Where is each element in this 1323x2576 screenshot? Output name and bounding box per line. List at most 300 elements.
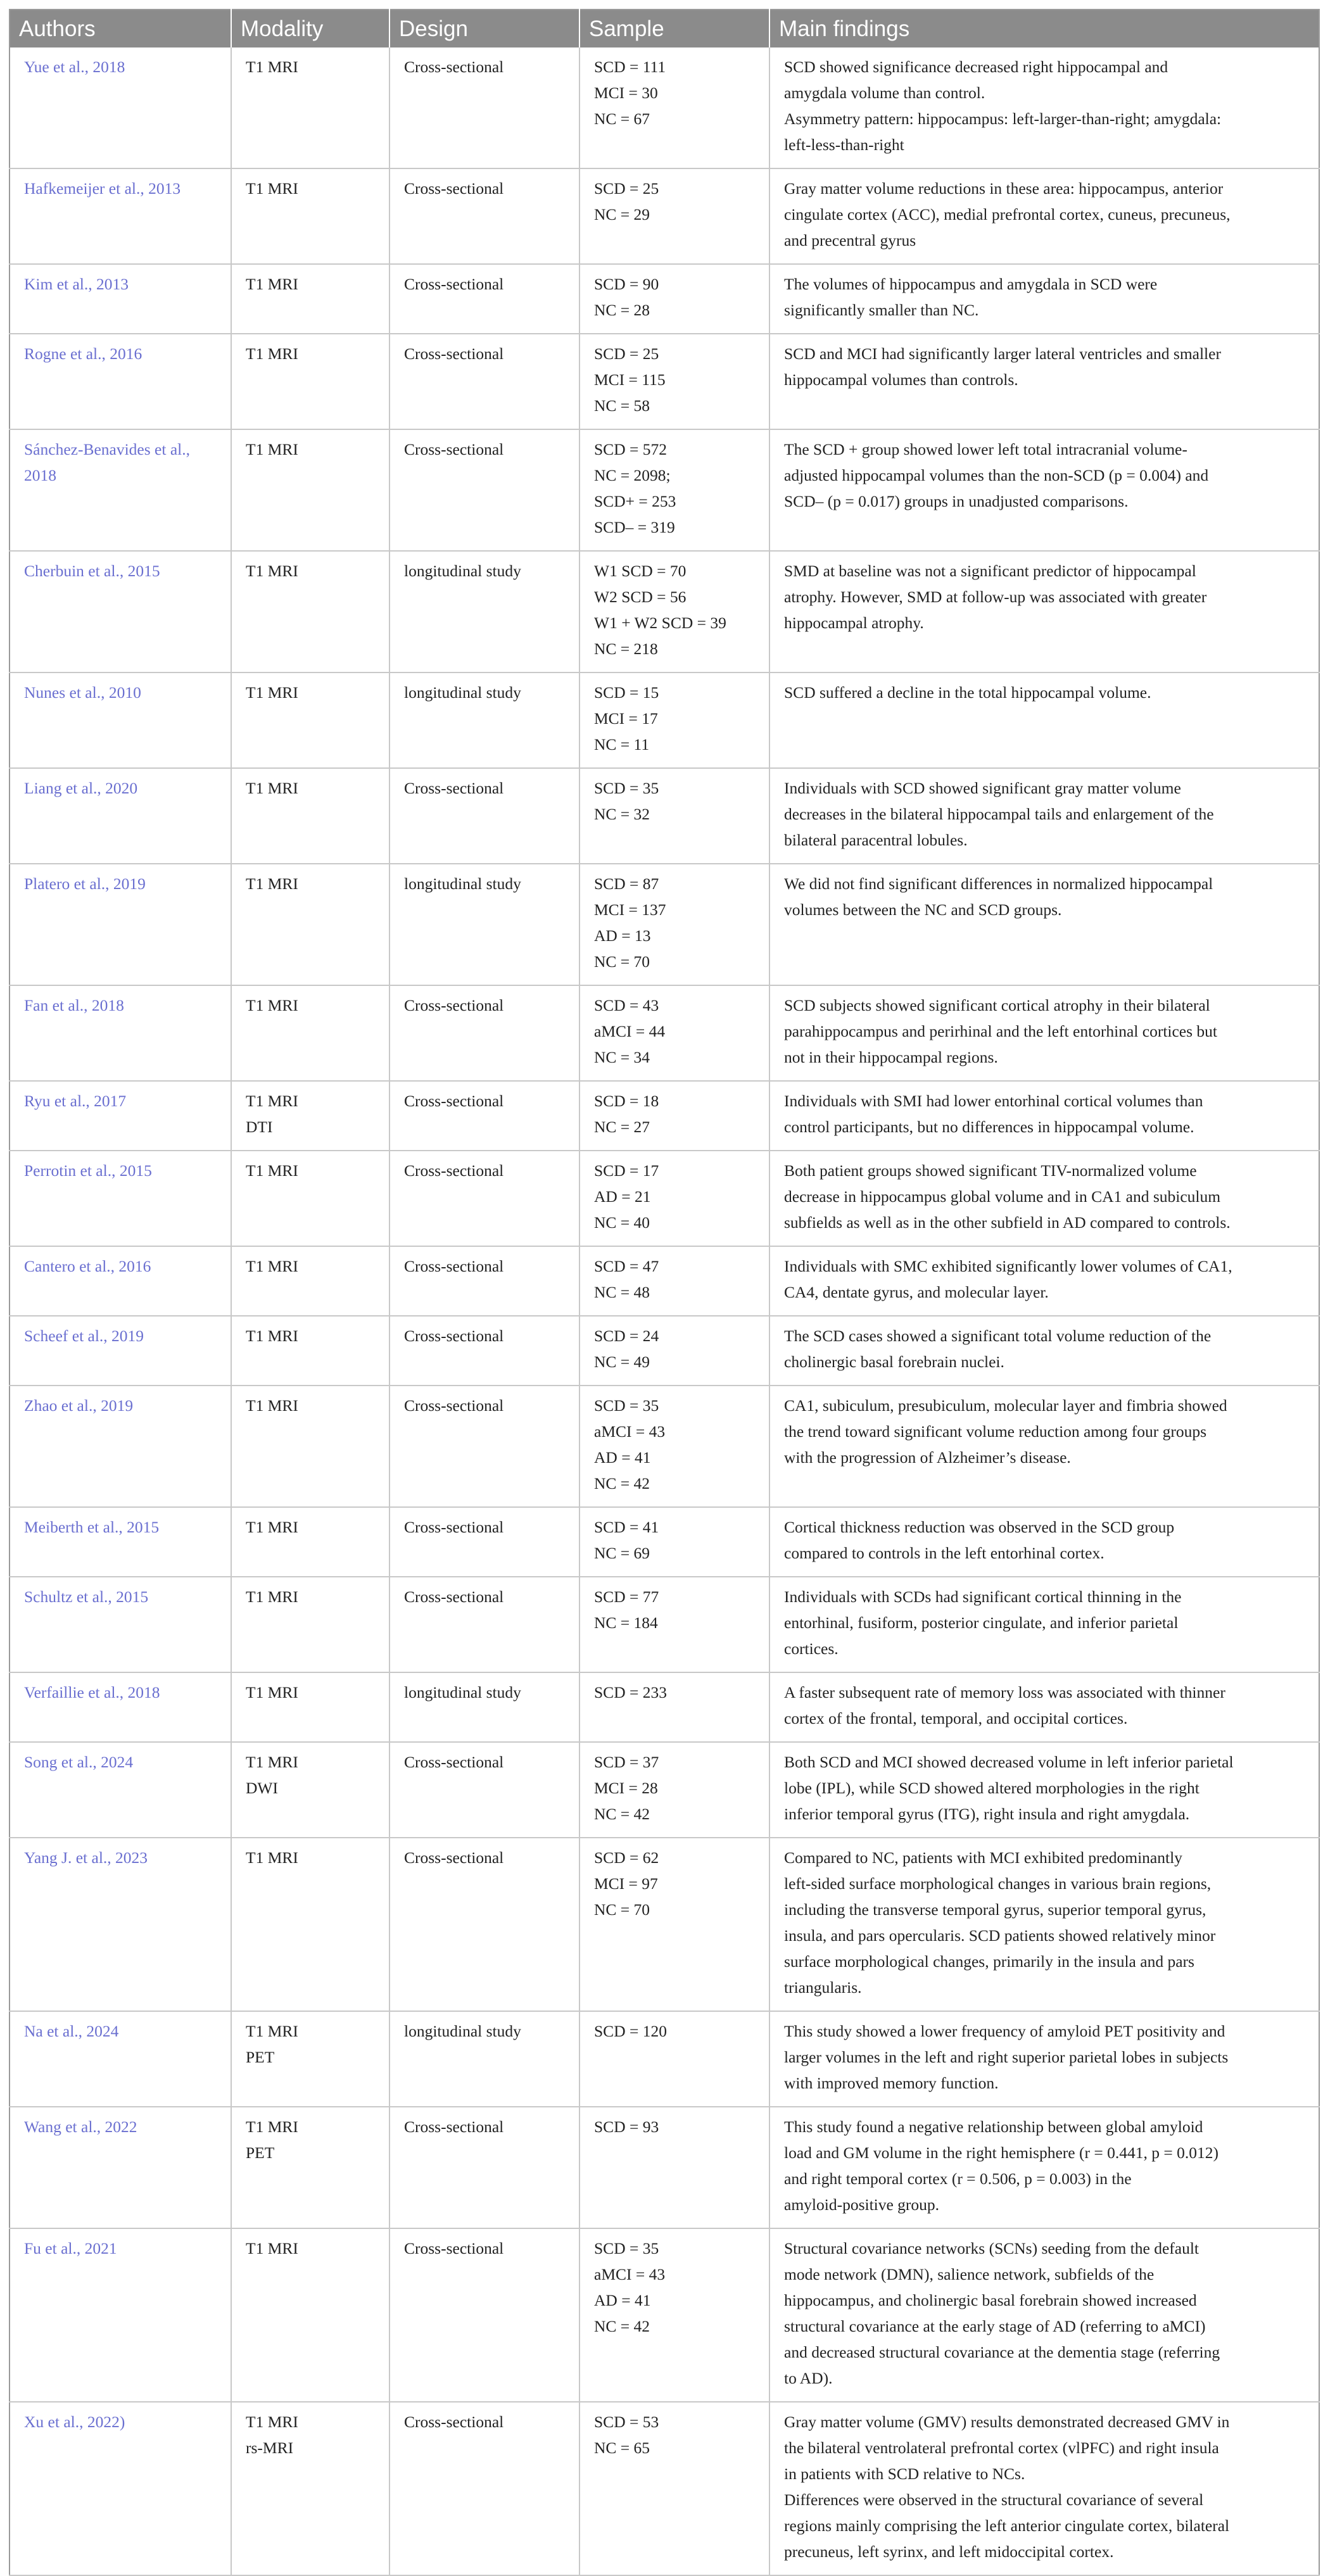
header-main-findings: Main findings bbox=[769, 9, 1319, 47]
modality-cell bbox=[231, 2107, 389, 2228]
findings-line: compared to controls in the left entorhinal cortex. bbox=[784, 1544, 1105, 1562]
findings-line: structural covariance at the early stage of AD (referring to aMCI) bbox=[784, 2317, 1206, 2335]
author-link[interactable]: Schultz et al., 2015 bbox=[9, 1577, 231, 1672]
table-row bbox=[9, 1742, 1319, 1838]
findings-line: Structural covariance networks (SCNs) seeding from the default bbox=[784, 2239, 1200, 2257]
findings-cell bbox=[769, 429, 1319, 551]
findings-line: left-sided surface morphological changes in various brain regions, bbox=[784, 1874, 1212, 1893]
table-row bbox=[9, 2107, 1319, 2228]
modality-line: T1 MRI bbox=[246, 874, 298, 893]
findings-line: amygdala volume than control. bbox=[784, 84, 985, 102]
modality-line: T1 MRI bbox=[246, 779, 298, 797]
findings-line: hippocampal atrophy. bbox=[784, 614, 924, 632]
findings-line: lobe (IPL), while SCD showed altered morphologies in the right bbox=[784, 1779, 1200, 1797]
findings-line: CA4, dentate gyrus, and molecular layer. bbox=[784, 1283, 1049, 1301]
sample-line: SCD = 77 bbox=[594, 1588, 659, 1606]
sample-line: SCD = 25 bbox=[594, 179, 659, 198]
findings-line: adjusted hippocampal volumes than the non-SCD (p = 0.004) and bbox=[784, 466, 1209, 484]
table-row bbox=[9, 1081, 1319, 1151]
author-link[interactable]: Yue et al., 2018 bbox=[9, 47, 231, 168]
modality-cell bbox=[231, 1742, 389, 1838]
modality-line: T1 MRI bbox=[246, 179, 298, 198]
design-cell: Cross-sectional bbox=[389, 1386, 579, 1507]
sample-line: AD = 41 bbox=[594, 1448, 651, 1467]
design-cell: Cross-sectional bbox=[389, 1151, 579, 1246]
findings-line: atrophy. However, SMD at follow-up was associated with greater bbox=[784, 588, 1207, 606]
header-sample: Sample bbox=[579, 9, 769, 47]
modality-cell bbox=[231, 1838, 389, 2011]
findings-line: Cortical thickness reduction was observed in the SCD group bbox=[784, 1518, 1175, 1536]
modality-cell bbox=[231, 1246, 389, 1316]
sample-line: SCD = 25 bbox=[594, 344, 659, 363]
author-link[interactable]: Scheef et al., 2019 bbox=[9, 1316, 231, 1386]
sample-line: SCD = 47 bbox=[594, 1257, 659, 1275]
sample-line: NC = 42 bbox=[594, 1474, 650, 1493]
findings-cell bbox=[769, 1246, 1319, 1316]
sample-line: NC = 70 bbox=[594, 1900, 650, 1919]
author-link[interactable]: Platero et al., 2019 bbox=[9, 864, 231, 985]
sample-cell bbox=[579, 1838, 769, 2011]
findings-line: and decreased structural covariance at the dementia stage (referring bbox=[784, 2343, 1220, 2361]
table-row bbox=[9, 334, 1319, 429]
modality-line: PET bbox=[246, 2048, 275, 2066]
modality-line: DWI bbox=[246, 1779, 278, 1797]
modality-line: T1 MRI bbox=[246, 1161, 298, 1180]
sample-cell bbox=[579, 1246, 769, 1316]
sample-line: MCI = 17 bbox=[594, 709, 658, 728]
findings-cell bbox=[769, 768, 1319, 864]
design-cell: Cross-sectional bbox=[389, 1577, 579, 1672]
findings-line: the trend toward significant volume reduction among four groups bbox=[784, 1422, 1207, 1441]
sample-line: SCD = 41 bbox=[594, 1518, 659, 1536]
findings-cell bbox=[769, 1316, 1319, 1386]
modality-line: T1 MRI bbox=[246, 1588, 298, 1606]
modality-cell bbox=[231, 1151, 389, 1246]
findings-line: SCD showed significance decreased right hippocampal and bbox=[784, 58, 1168, 76]
design-cell: Cross-sectional bbox=[389, 985, 579, 1081]
sample-cell bbox=[579, 1742, 769, 1838]
sample-cell bbox=[579, 2107, 769, 2228]
findings-cell bbox=[769, 1081, 1319, 1151]
findings-line: inferior temporal gyrus (ITG), right insula and right amygdala. bbox=[784, 1805, 1190, 1823]
sample-line: aMCI = 43 bbox=[594, 2265, 666, 2283]
table-row bbox=[9, 672, 1319, 768]
design-cell: longitudinal study bbox=[389, 2011, 579, 2107]
modality-cell bbox=[231, 1507, 389, 1577]
sample-cell bbox=[579, 2402, 769, 2575]
sample-line: SCD = 35 bbox=[594, 2239, 659, 2257]
author-link[interactable]: Cantero et al., 2016 bbox=[9, 1246, 231, 1316]
sample-line: MCI = 137 bbox=[594, 900, 666, 919]
table-row bbox=[9, 2228, 1319, 2402]
findings-line: not in their hippocampal regions. bbox=[784, 1048, 998, 1066]
modality-cell bbox=[231, 1316, 389, 1386]
sample-line: NC = 34 bbox=[594, 1048, 650, 1066]
findings-line: mode network (DMN), salience network, subfields of the bbox=[784, 2265, 1155, 2283]
design-cell: Cross-sectional bbox=[389, 2228, 579, 2402]
findings-line: SCD and MCI had significantly larger lateral ventricles and smaller bbox=[784, 344, 1221, 363]
table-row bbox=[9, 2402, 1319, 2575]
sample-line: SCD = 24 bbox=[594, 1327, 659, 1345]
findings-line: Differences were observed in the structural covariance of several bbox=[784, 2491, 1204, 2509]
author-link[interactable]: Wang et al., 2022 bbox=[9, 2107, 231, 2228]
findings-line: cholinergic basal forebrain nuclei. bbox=[784, 1353, 1004, 1371]
table-row bbox=[9, 1151, 1319, 1246]
design-cell: Cross-sectional bbox=[389, 1316, 579, 1386]
findings-line: volumes between the NC and SCD groups. bbox=[784, 900, 1062, 919]
sample-line: SCD = 15 bbox=[594, 683, 659, 702]
sample-cell bbox=[579, 168, 769, 264]
table-row bbox=[9, 168, 1319, 264]
sample-cell bbox=[579, 47, 769, 168]
modality-line: T1 MRI bbox=[246, 1257, 298, 1275]
table-body bbox=[9, 47, 1319, 2575]
findings-cell bbox=[769, 985, 1319, 1081]
modality-cell bbox=[231, 672, 389, 768]
sample-cell bbox=[579, 672, 769, 768]
findings-line: Both patient groups showed significant TIV-normalized volume bbox=[784, 1161, 1197, 1180]
findings-cell bbox=[769, 334, 1319, 429]
sample-line: aMCI = 43 bbox=[594, 1422, 666, 1441]
findings-line: to AD). bbox=[784, 2369, 833, 2387]
findings-line: with improved memory function. bbox=[784, 2074, 999, 2092]
findings-cell bbox=[769, 551, 1319, 672]
modality-cell bbox=[231, 2402, 389, 2575]
findings-line: regions mainly comprising the left anterior cingulate cortex, bilateral bbox=[784, 2516, 1230, 2535]
sample-line: NC = 58 bbox=[594, 396, 650, 415]
sample-line: AD = 13 bbox=[594, 926, 651, 945]
findings-line: surface morphological changes, primarily in the insula and pars bbox=[784, 1952, 1194, 1971]
modality-line: T1 MRI bbox=[246, 1396, 298, 1415]
author-link[interactable]: Yang J. et al., 2023 bbox=[9, 1838, 231, 2011]
findings-line: We did not find significant differences in normalized hippocampal bbox=[784, 874, 1213, 893]
findings-line: Gray matter volume reductions in these area: hippocampus, anterior bbox=[784, 179, 1224, 198]
findings-cell bbox=[769, 1507, 1319, 1577]
author-link[interactable]: Meiberth et al., 2015 bbox=[9, 1507, 231, 1577]
table-row bbox=[9, 264, 1319, 334]
sample-line: NC = 218 bbox=[594, 640, 658, 658]
table-row bbox=[9, 47, 1319, 168]
design-cell: Cross-sectional bbox=[389, 1507, 579, 1577]
sample-line: SCD = 53 bbox=[594, 2413, 659, 2431]
sample-cell bbox=[579, 768, 769, 864]
author-link[interactable]: Kim et al., 2013 bbox=[9, 264, 231, 334]
findings-line: The volumes of hippocampus and amygdala in SCD were bbox=[784, 275, 1158, 293]
design-cell: Cross-sectional bbox=[389, 2402, 579, 2575]
author-link[interactable]: Ryu et al., 2017 bbox=[9, 1081, 231, 1151]
findings-line: Individuals with SMI had lower entorhinal cortical volumes than bbox=[784, 1092, 1203, 1110]
author-link[interactable]: Verfaillie et al., 2018 bbox=[9, 1672, 231, 1742]
findings-line: cortices. bbox=[784, 1639, 839, 1658]
findings-line: SMD at baseline was not a significant predictor of hippocampal bbox=[784, 562, 1196, 580]
author-link[interactable]: Song et al., 2024 bbox=[9, 1742, 231, 1838]
findings-cell bbox=[769, 1672, 1319, 1742]
modality-line: T1 MRI bbox=[246, 683, 298, 702]
findings-line: Compared to NC, patients with MCI exhibited predominantly bbox=[784, 1848, 1182, 1867]
findings-line: Individuals with SCD showed significant gray matter volume bbox=[784, 779, 1181, 797]
table-row bbox=[9, 2011, 1319, 2107]
sample-line: NC = 2098; bbox=[594, 466, 671, 484]
table-row bbox=[9, 864, 1319, 985]
sample-line: SCD = 62 bbox=[594, 1848, 659, 1867]
sample-line: SCD– = 319 bbox=[594, 518, 675, 536]
modality-cell bbox=[231, 264, 389, 334]
modality-cell bbox=[231, 551, 389, 672]
sample-line: SCD = 35 bbox=[594, 1396, 659, 1415]
findings-cell bbox=[769, 2228, 1319, 2402]
author-link[interactable]: Liang et al., 2020 bbox=[9, 768, 231, 864]
author-link[interactable]: Perrotin et al., 2015 bbox=[9, 1151, 231, 1246]
sample-line: NC = 49 bbox=[594, 1353, 650, 1371]
findings-line: the bilateral ventrolateral prefrontal cortex (vlPFC) and right insula bbox=[784, 2439, 1219, 2457]
author-link[interactable]: Na et al., 2024 bbox=[9, 2011, 231, 2107]
sample-line: W2 SCD = 56 bbox=[594, 588, 687, 606]
sample-line: NC = 11 bbox=[594, 735, 650, 754]
findings-line: parahippocampus and perirhinal and the left entorhinal cortices but bbox=[784, 1022, 1218, 1040]
findings-line: SCD suffered a decline in the total hippocampal volume. bbox=[784, 683, 1151, 702]
design-cell: Cross-sectional bbox=[389, 768, 579, 864]
sample-line: SCD = 37 bbox=[594, 1753, 659, 1771]
table-row bbox=[9, 1577, 1319, 1672]
design-cell: Cross-sectional bbox=[389, 1742, 579, 1838]
sample-line: NC = 65 bbox=[594, 2439, 650, 2457]
findings-cell bbox=[769, 168, 1319, 264]
design-cell: Cross-sectional bbox=[389, 1081, 579, 1151]
table-row bbox=[9, 985, 1319, 1081]
sample-cell bbox=[579, 2011, 769, 2107]
sample-line: NC = 40 bbox=[594, 1213, 650, 1232]
sample-line: SCD = 233 bbox=[594, 1683, 667, 1702]
design-cell: Cross-sectional bbox=[389, 429, 579, 551]
sample-line: W1 SCD = 70 bbox=[594, 562, 687, 580]
design-cell: longitudinal study bbox=[389, 864, 579, 985]
findings-line: precuneus, left syrinx, and left midoccipital cortex. bbox=[784, 2542, 1114, 2561]
sample-line: SCD = 572 bbox=[594, 440, 667, 458]
findings-line: in patients with SCD relative to NCs. bbox=[784, 2465, 1025, 2483]
findings-cell bbox=[769, 1838, 1319, 2011]
modality-line: T1 MRI bbox=[246, 2118, 298, 2136]
findings-line: Individuals with SCDs had significant cortical thinning in the bbox=[784, 1588, 1182, 1606]
modality-line: PET bbox=[246, 2144, 275, 2162]
design-cell: Cross-sectional bbox=[389, 2107, 579, 2228]
findings-line: This study showed a lower frequency of amyloid PET positivity and bbox=[784, 2022, 1225, 2040]
sample-cell bbox=[579, 429, 769, 551]
table-row bbox=[9, 1386, 1319, 1507]
author-link[interactable]: Xu et al., 2022) bbox=[9, 2402, 231, 2575]
design-cell: Cross-sectional bbox=[389, 1838, 579, 2011]
findings-line: significantly smaller than NC. bbox=[784, 301, 979, 319]
sample-cell bbox=[579, 2228, 769, 2402]
author-link[interactable]: Nunes et al., 2010 bbox=[9, 672, 231, 768]
table-row bbox=[9, 1507, 1319, 1577]
modality-line: T1 MRI bbox=[246, 2239, 298, 2257]
sample-cell bbox=[579, 864, 769, 985]
findings-line: amyloid-positive group. bbox=[784, 2195, 940, 2214]
modality-cell bbox=[231, 1386, 389, 1507]
sample-line: SCD = 18 bbox=[594, 1092, 659, 1110]
findings-line: and right temporal cortex (r = 0.506, p = 0.003) in the bbox=[784, 2169, 1132, 2188]
sample-line: NC = 29 bbox=[594, 205, 650, 224]
sample-cell bbox=[579, 264, 769, 334]
modality-line: T1 MRI bbox=[246, 275, 298, 293]
design-cell: Cross-sectional bbox=[389, 334, 579, 429]
findings-line: CA1, subiculum, presubiculum, molecular layer and fimbria showed bbox=[784, 1396, 1227, 1415]
modality-cell bbox=[231, 985, 389, 1081]
sample-line: SCD = 35 bbox=[594, 779, 659, 797]
sample-cell bbox=[579, 1507, 769, 1577]
findings-cell bbox=[769, 47, 1319, 168]
sample-line: NC = 42 bbox=[594, 1805, 650, 1823]
findings-line: triangularis. bbox=[784, 1978, 862, 1997]
design-cell: Cross-sectional bbox=[389, 168, 579, 264]
sample-line: SCD = 120 bbox=[594, 2022, 667, 2040]
table-row bbox=[9, 768, 1319, 864]
sample-line: MCI = 115 bbox=[594, 370, 666, 389]
sample-line: SCD = 90 bbox=[594, 275, 659, 293]
findings-cell bbox=[769, 264, 1319, 334]
findings-cell bbox=[769, 864, 1319, 985]
findings-line: Gray matter volume (GMV) results demonstrated decreased GMV in bbox=[784, 2413, 1230, 2431]
design-cell: Cross-sectional bbox=[389, 1246, 579, 1316]
findings-line: larger volumes in the left and right superior parietal lobes in subjects bbox=[784, 2048, 1229, 2066]
sample-line: SCD = 93 bbox=[594, 2118, 659, 2136]
modality-line: T1 MRI bbox=[246, 440, 298, 458]
sample-line: NC = 67 bbox=[594, 110, 650, 128]
sample-line: NC = 27 bbox=[594, 1118, 650, 1136]
findings-cell bbox=[769, 2402, 1319, 2575]
findings-line: Individuals with SMC exhibited significantly lower volumes of CA1, bbox=[784, 1257, 1232, 1275]
sample-cell bbox=[579, 1316, 769, 1386]
sample-line: SCD = 111 bbox=[594, 58, 666, 76]
modality-line: T1 MRI bbox=[246, 996, 298, 1014]
modality-line: T1 MRI bbox=[246, 1092, 298, 1110]
modality-cell bbox=[231, 334, 389, 429]
author-link[interactable]: Cherbuin et al., 2015 bbox=[9, 551, 231, 672]
modality-cell bbox=[231, 168, 389, 264]
modality-line: T1 MRI bbox=[246, 562, 298, 580]
design-cell: Cross-sectional bbox=[389, 264, 579, 334]
findings-line: and precentral gyrus bbox=[784, 231, 916, 249]
findings-line: The SCD + group showed lower left total intracranial volume- bbox=[784, 440, 1187, 458]
modality-line: T1 MRI bbox=[246, 58, 298, 76]
design-cell: Cross-sectional bbox=[389, 47, 579, 168]
author-link[interactable]: Rogne et al., 2016 bbox=[9, 334, 231, 429]
sample-cell bbox=[579, 551, 769, 672]
design-cell: longitudinal study bbox=[389, 551, 579, 672]
findings-line: cortex of the frontal, temporal, and occipital cortices. bbox=[784, 1709, 1128, 1727]
findings-cell bbox=[769, 672, 1319, 768]
author-link[interactable]: Fu et al., 2021 bbox=[9, 2228, 231, 2402]
sample-line: NC = 184 bbox=[594, 1613, 658, 1632]
sample-cell bbox=[579, 1151, 769, 1246]
findings-line: decreases in the bilateral hippocampal tails and enlargement of the bbox=[784, 805, 1214, 823]
modality-cell bbox=[231, 1577, 389, 1672]
sample-line: NC = 32 bbox=[594, 805, 650, 823]
findings-line: bilateral paracentral lobules. bbox=[784, 831, 968, 849]
modality-line: T1 MRI bbox=[246, 1753, 298, 1771]
studies-table bbox=[9, 9, 1320, 2576]
modality-cell bbox=[231, 47, 389, 168]
table-row bbox=[9, 1246, 1319, 1316]
sample-line: NC = 69 bbox=[594, 1544, 650, 1562]
header-authors: Authors bbox=[9, 9, 231, 47]
sample-cell bbox=[579, 334, 769, 429]
sample-line: SCD = 43 bbox=[594, 996, 659, 1014]
sample-line: SCD = 17 bbox=[594, 1161, 659, 1180]
sample-line: NC = 42 bbox=[594, 2317, 650, 2335]
modality-line: T1 MRI bbox=[246, 344, 298, 363]
findings-line: A faster subsequent rate of memory loss was associated with thinner bbox=[784, 1683, 1225, 1702]
findings-line: cingulate cortex (ACC), medial prefrontal cortex, cuneus, precuneus, bbox=[784, 205, 1231, 224]
table-row bbox=[9, 1316, 1319, 1386]
sample-line: MCI = 97 bbox=[594, 1874, 658, 1893]
sample-line: MCI = 28 bbox=[594, 1779, 658, 1797]
modality-cell bbox=[231, 2011, 389, 2107]
sample-line: NC = 48 bbox=[594, 1283, 650, 1301]
modality-cell bbox=[231, 429, 389, 551]
table-row bbox=[9, 1838, 1319, 2011]
findings-line: SCD– (p = 0.017) groups in unadjusted comparisons. bbox=[784, 492, 1129, 510]
findings-line: decrease in hippocampus global volume and in CA1 and subiculum bbox=[784, 1187, 1221, 1206]
findings-cell bbox=[769, 1742, 1319, 1838]
findings-line: The SCD cases showed a significant total volume reduction of the bbox=[784, 1327, 1212, 1345]
modality-cell bbox=[231, 2228, 389, 2402]
findings-line: including the transverse temporal gyrus, superior temporal gyrus, bbox=[784, 1900, 1206, 1919]
findings-line: control participants, but no differences in hippocampal volume. bbox=[784, 1118, 1194, 1136]
modality-cell bbox=[231, 1081, 389, 1151]
header-modality: Modality bbox=[231, 9, 389, 47]
findings-line: entorhinal, fusiform, posterior cingulate, and inferior parietal bbox=[784, 1613, 1179, 1632]
author-link[interactable]: Hafkemeijer et al., 2013 bbox=[9, 168, 231, 264]
sample-cell bbox=[579, 1081, 769, 1151]
sample-line: aMCI = 44 bbox=[594, 1022, 666, 1040]
findings-line: Both SCD and MCI showed decreased volume in left inferior parietal bbox=[784, 1753, 1234, 1771]
findings-line: hippocampal volumes than controls. bbox=[784, 370, 1018, 389]
sample-cell bbox=[579, 985, 769, 1081]
author-link[interactable]: Zhao et al., 2019 bbox=[9, 1386, 231, 1507]
sample-cell bbox=[579, 1672, 769, 1742]
modality-cell bbox=[231, 768, 389, 864]
findings-line: left-less-than-right bbox=[784, 136, 904, 154]
sample-cell bbox=[579, 1386, 769, 1507]
table-row bbox=[9, 429, 1319, 551]
sample-line: AD = 41 bbox=[594, 2291, 651, 2309]
findings-line: SCD subjects showed significant cortical atrophy in their bilateral bbox=[784, 996, 1210, 1014]
modality-line: T1 MRI bbox=[246, 2413, 298, 2431]
table-container bbox=[9, 9, 1319, 2576]
findings-line: This study found a negative relationship between global amyloid bbox=[784, 2118, 1203, 2136]
modality-line: T1 MRI bbox=[246, 2022, 298, 2040]
author-link[interactable]: Sánchez-Benavides et al., 2018 bbox=[9, 429, 231, 551]
findings-cell bbox=[769, 2011, 1319, 2107]
author-link[interactable]: Fan et al., 2018 bbox=[9, 985, 231, 1081]
findings-cell bbox=[769, 2107, 1319, 2228]
design-cell: longitudinal study bbox=[389, 672, 579, 768]
modality-line: T1 MRI bbox=[246, 1848, 298, 1867]
findings-cell bbox=[769, 1577, 1319, 1672]
modality-cell bbox=[231, 1672, 389, 1742]
sample-line: SCD = 87 bbox=[594, 874, 659, 893]
findings-cell bbox=[769, 1386, 1319, 1507]
sample-line: W1 + W2 SCD = 39 bbox=[594, 614, 726, 632]
findings-line: Asymmetry pattern: hippocampus: left-larger-than-right; amygdala: bbox=[784, 110, 1222, 128]
findings-cell bbox=[769, 1151, 1319, 1246]
sample-line: AD = 21 bbox=[594, 1187, 651, 1206]
findings-line: subfields as well as in the other subfield in AD compared to controls. bbox=[784, 1213, 1231, 1232]
design-cell: longitudinal study bbox=[389, 1672, 579, 1742]
sample-line: NC = 28 bbox=[594, 301, 650, 319]
findings-line: load and GM volume in the right hemisphere (r = 0.441, p = 0.012) bbox=[784, 2144, 1219, 2162]
